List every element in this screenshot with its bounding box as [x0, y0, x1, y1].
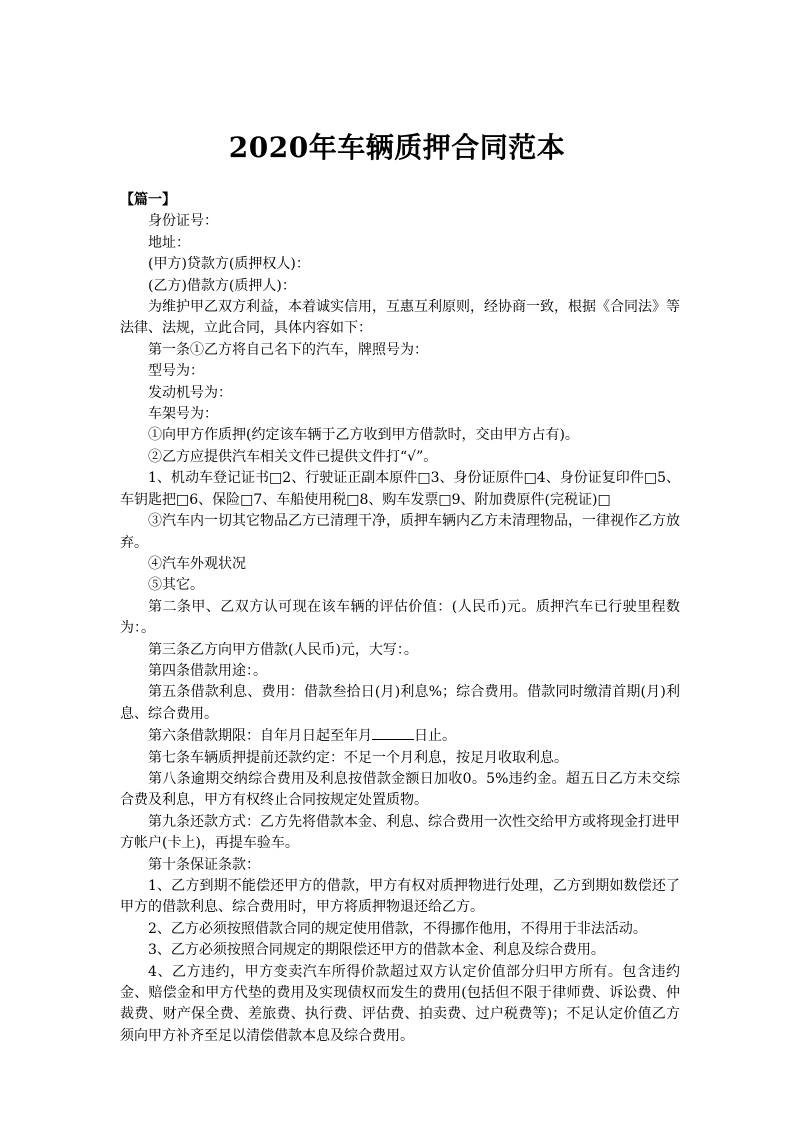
- paragraph-guarantee-2: 2、乙方必须按照借款合同的规定使用借款，不得挪作他用，不得用于非法活动。: [148, 920, 647, 937]
- paragraph-pledge-item-4: ④汽车外观状况: [148, 555, 246, 572]
- paragraph-article-3: 第三条乙方向甲方借款(人民币)元，大写：。: [148, 641, 418, 658]
- paragraph-article-2: 第二条甲、乙双方认可现在该车辆的评估价值：(人民币)元。质押汽车已行驶里程数为：。: [120, 598, 680, 637]
- paragraph-guarantee-3: 3、乙方必须按照合同规定的期限偿还甲方的借款本金、利息及综合费用。: [148, 942, 605, 959]
- paragraph-engine-number: 发动机号为：: [148, 384, 232, 401]
- paragraph-frame-number: 车架号为：: [148, 406, 218, 423]
- paragraph-article-8: 第八条逾期交纳综合费用及利息按借款金额日加收0。5%违约金。超五日乙方未交综合费及利息，甲方有权终止合同按规定处置质物。: [120, 770, 680, 809]
- paragraph-article-6: [120, 725, 680, 747]
- paragraph-party-b: (乙方)借款方(质押人)：: [148, 277, 296, 294]
- paragraph-guarantee-1: 1、乙方到期不能偿还甲方的借款，甲方有权对质押物进行处理，乙方到期如数偿还了甲方的借款利息、综合费用时，甲方将质押物退还给乙方。: [120, 878, 680, 916]
- paragraph-pledge-item-5: ⑤其它。: [148, 577, 204, 594]
- paragraph-id-number: 身份证号：: [148, 213, 218, 230]
- section-heading: 【篇一】: [120, 192, 176, 208]
- paragraph-article-5: 第五条借款利息、费用：借款叁拾日(月)利息%；综合费用。借款同时缴清首期(月)利息、综合费用。: [120, 684, 680, 722]
- paragraph-pledge-item-1: ①向甲方作质押(约定该车辆于乙方收到甲方借款时，交由甲方占有)。: [148, 427, 579, 444]
- article-6-tail: 日止。: [414, 728, 456, 745]
- paragraph-pledge-item-2: ②乙方应提供汽车相关文件已提供文件打“√”。: [148, 448, 438, 465]
- paragraph-address: 地址：: [148, 234, 190, 251]
- paragraph-party-a: (甲方)贷款方(质押权人)：: [148, 256, 310, 273]
- paragraph-document-checklist: 1、机动车登记证书□2、行驶证正副本原件□3、身份证原件□4、身份证复印件□5、车钥匙把□6、保险□7、车船使用税□8、购车发票□9、附加费原件(完税证)□: [120, 470, 680, 508]
- paragraph-article-7: 第七条车辆质押提前还款约定：不足一个月利息，按足月收取利息。: [148, 749, 568, 766]
- document-title: 2020年车辆质押合同范本: [228, 131, 566, 164]
- blank-line: [372, 725, 414, 740]
- article-6-text: 第六条借款期限：自年月日起至年月: [148, 728, 372, 745]
- paragraph-article-9: 第九条还款方式：乙方先将借款本金、利息、综合费用一次性交给甲方或将现金打进甲方帐户(卡上)，再提车验车。: [120, 813, 680, 852]
- document-body: [120, 190, 680, 1047]
- paragraph-guarantee-4: 4、乙方违约，甲方变卖汽车所得价款超过双方认定价值部分归甲方所有。包含违约金、赔偿金和甲方代垫的费用及实现债权而发生的费用(包括但不限于律师费、诉讼费、仲裁费、财产保全费、差旅费、执行费、评估费、拍卖费、过户税费等)；不足认定价值乙方须向甲方补齐至足以清偿借款本息及综合费用。: [120, 963, 680, 1044]
- paragraph-preamble: 为维护甲乙双方利益，本着诚实信用，互惠互利原则，经协商一致，根据《合同法》等法律、法规，立此合同，具体内容如下：: [120, 299, 680, 337]
- paragraph-article-1: 第一条①乙方将自己名下的汽车，牌照号为：: [148, 341, 428, 358]
- paragraph-article-10: 第十条保证条款：: [148, 856, 260, 873]
- paragraph-model: 型号为：: [148, 363, 204, 380]
- paragraph-article-4: 第四条借款用途：。: [148, 662, 267, 679]
- paragraph-pledge-item-3: ③汽车内一切其它物品乙方已清理干净，质押车辆内乙方未清理物品，一律视作乙方放弃。: [120, 513, 680, 551]
